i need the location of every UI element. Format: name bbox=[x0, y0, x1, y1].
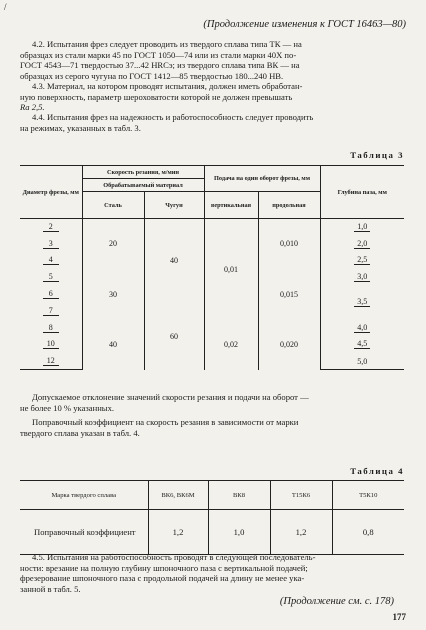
diameter-cell bbox=[20, 319, 82, 336]
page-header: (Продолжение изменения к ГОСТ 16463—80) bbox=[203, 19, 406, 30]
header-steel: Сталь bbox=[82, 192, 144, 219]
diameter-cell bbox=[20, 336, 82, 353]
depth-value: 3,0 bbox=[354, 272, 370, 282]
table-4-caption: Таблица 4 bbox=[350, 466, 404, 476]
diameter-cell bbox=[20, 353, 82, 370]
diameter-cell bbox=[20, 269, 82, 286]
paragraph-4-3 bbox=[20, 81, 406, 113]
header-iron: Чугун bbox=[144, 192, 204, 219]
text-line: образцах из стали марки 45 по ГОСТ 1050—74 или из стали марки 40Х по- bbox=[20, 49, 297, 60]
row-label: Поправочный коэффициент bbox=[20, 510, 148, 555]
longitudinal-feed-cell: 0,015 bbox=[258, 269, 320, 319]
page-number: 177 bbox=[392, 612, 406, 622]
steel-cell: 40 bbox=[82, 319, 144, 369]
diameter-value: 7 bbox=[43, 306, 59, 316]
depth-value: 1,0 bbox=[354, 222, 370, 232]
text-line: 4.2. Испытания фрез следует проводить из твердого сплава типа ТК — на bbox=[32, 39, 302, 49]
text-line: образцах из серого чугуна по ГОСТ 1412—85 твердостью 180...240 НВ. bbox=[20, 70, 284, 81]
depth-cell bbox=[320, 269, 404, 286]
header-vertical: вертикальная bbox=[204, 192, 258, 219]
paragraph-4-5 bbox=[20, 552, 406, 594]
iron-cell: 40 bbox=[144, 219, 204, 303]
header-t15k6: Т15К6 bbox=[270, 481, 332, 510]
depth-value: 2,0 bbox=[354, 239, 370, 249]
depth-cell bbox=[320, 286, 404, 320]
text-line: Допускаемое отклонение значений скорости резания и подачи на оборот — bbox=[32, 392, 309, 402]
header-grade: Марка твердого сплава bbox=[20, 481, 148, 510]
diameter-cell bbox=[20, 235, 82, 252]
coef-cell: 1,2 bbox=[270, 510, 332, 555]
diameter-cell bbox=[20, 252, 82, 269]
depth-cell bbox=[320, 336, 404, 353]
paragraph-4-2 bbox=[20, 39, 406, 81]
steel-cell: 20 bbox=[82, 219, 144, 269]
header-vk8: ВК8 bbox=[208, 481, 270, 510]
note-correction bbox=[20, 417, 406, 438]
header-feed: Подача на один оборот фрезы, мм bbox=[204, 166, 320, 192]
text-line: 4.4. Испытания фрез на надежность и работоспособность следует проводить bbox=[32, 112, 314, 122]
depth-cell bbox=[320, 319, 404, 336]
vertical-feed-cell: 0,02 bbox=[204, 319, 258, 369]
coef-cell: 0,8 bbox=[332, 510, 404, 555]
paragraph-4-4 bbox=[20, 112, 406, 133]
depth-value: 4,5 bbox=[354, 339, 370, 349]
corner-mark: / bbox=[4, 2, 7, 12]
diameter-cell bbox=[20, 286, 82, 303]
depth-value: 4,0 bbox=[354, 323, 370, 333]
depth-cell bbox=[320, 353, 404, 370]
depth-value: 5,0 bbox=[357, 356, 368, 366]
diameter-value: 5 bbox=[43, 272, 59, 282]
coef-cell: 1,2 bbox=[148, 510, 208, 555]
note-tolerance bbox=[20, 392, 406, 413]
header-vk6: ВК6, ВК6М bbox=[148, 481, 208, 510]
text-line: ГОСТ 4543—71 твердостью 37...42 HRCэ; из твердого сплава типа ВК — на bbox=[20, 60, 300, 70]
header-speed: Скорость резания, м/мин bbox=[82, 166, 204, 179]
depth-cell bbox=[320, 235, 404, 252]
depth-value: 3,5 bbox=[354, 297, 370, 307]
header-material: Обрабатываемый материал bbox=[82, 179, 204, 192]
diameter-value: 10 bbox=[43, 339, 59, 349]
text-line: ную поверхность, параметр шероховатости которой не должен превышать bbox=[20, 91, 293, 102]
longitudinal-feed-cell: 0,010 bbox=[258, 219, 320, 269]
header-diameter: Диаметр фрезы, мм bbox=[20, 166, 82, 219]
text-line: ности: врезание на полную глубину шпоночного паза с вертикальной подачей; bbox=[20, 562, 308, 573]
header-longitudinal: продольная bbox=[258, 192, 320, 219]
text-line: на режимах, указанных в табл. 3. bbox=[20, 122, 141, 133]
diameter-cell bbox=[20, 219, 82, 236]
table-3 bbox=[20, 165, 404, 370]
header-depth: Глубина паза, мм bbox=[320, 166, 404, 219]
text-line: 4.3. Материал, на котором проводят испытания, должен иметь обработан- bbox=[32, 81, 303, 91]
diameter-value: 12 bbox=[43, 356, 59, 366]
iron-cell: 60 bbox=[144, 302, 204, 369]
diameter-value: 2 bbox=[43, 222, 59, 232]
text-line: занной в табл. 5. bbox=[20, 583, 81, 594]
diameter-value: 4 bbox=[43, 255, 59, 265]
text-line: твердого сплава указан в табл. 4. bbox=[20, 427, 140, 438]
page-footer: (Продолжение см. с. 178) bbox=[279, 596, 394, 607]
diameter-value: 8 bbox=[43, 323, 59, 333]
steel-cell: 30 bbox=[82, 269, 144, 319]
coef-cell: 1,0 bbox=[208, 510, 270, 555]
text-line: фрезерование шпоночного паза с продольной подачей на длину не менее ука- bbox=[20, 573, 305, 583]
diameter-value: 6 bbox=[43, 289, 59, 299]
vertical-feed-cell: 0,01 bbox=[204, 219, 258, 320]
table-4 bbox=[20, 480, 404, 555]
header-t5k10: Т5К10 bbox=[332, 481, 404, 510]
depth-cell bbox=[320, 219, 404, 236]
longitudinal-feed-cell: 0,020 bbox=[258, 319, 320, 369]
depth-value: 2,5 bbox=[354, 255, 370, 265]
diameter-cell bbox=[20, 302, 82, 319]
text-line: 4.5. Испытания на работоспособность проводят в следующей последователь- bbox=[32, 552, 316, 562]
depth-cell bbox=[320, 252, 404, 269]
text-line: Ra 2,5. bbox=[20, 102, 45, 112]
diameter-value: 3 bbox=[43, 239, 59, 249]
text-line: Поправочный коэффициент на скорость резания в зависимости от марки bbox=[32, 417, 299, 427]
table-3-caption: Таблица 3 bbox=[350, 150, 404, 160]
text-line: не более 10 % указанных. bbox=[20, 402, 115, 413]
